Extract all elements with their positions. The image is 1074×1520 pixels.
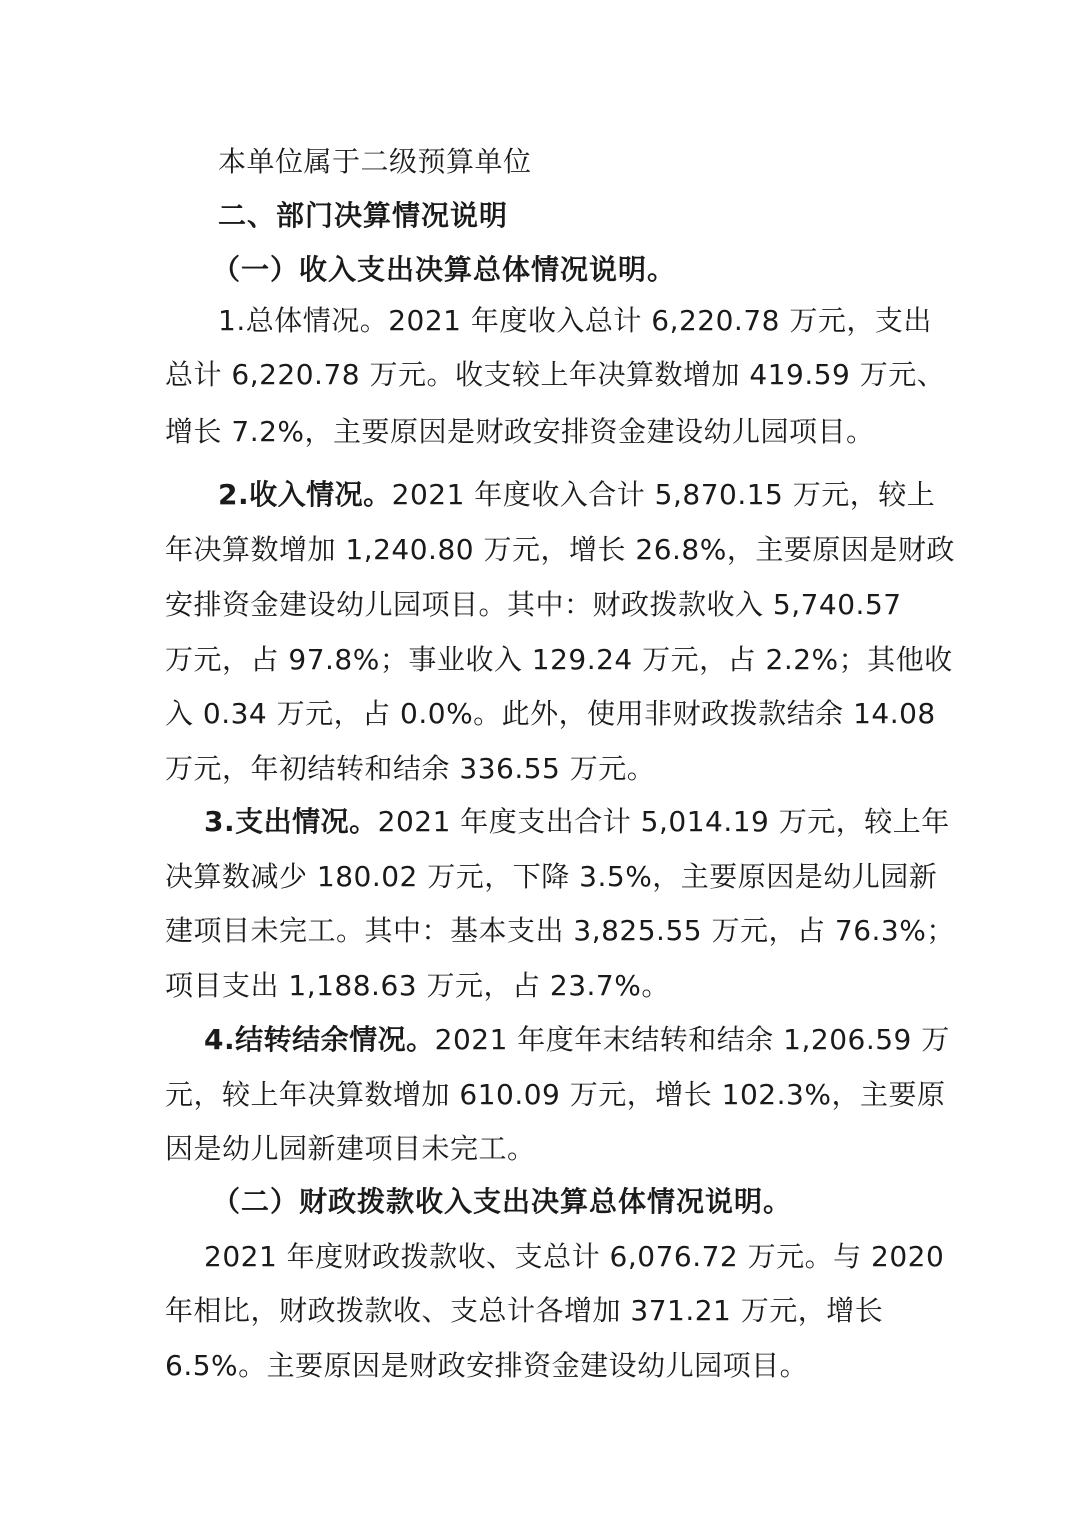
paragraph-line: 项目支出 1,188.63 万元，占 23.7%。 [165, 969, 670, 1002]
unit-level-text: 本单位属于二级预算单位 [218, 145, 532, 178]
paragraph-label: 2.收入情况。 [218, 478, 392, 511]
paragraph-line: 万元，占 97.8%；事业收入 129.24 万元，占 2.2%；其他收 [165, 643, 953, 676]
paragraph-line: 入 0.34 万元，占 0.0%。此外，使用非财政拨款结余 14.08 [165, 697, 936, 730]
paragraph-line: 决算数减少 180.02 万元，下降 3.5%，主要原因是幼儿园新 [165, 860, 938, 893]
paragraph-line: 建项目未完工。其中：基本支出 3,825.55 万元，占 76.3%； [165, 914, 955, 947]
paragraph-line: 增长 7.2%，主要原因是财政安排资金建设幼儿园项目。 [165, 415, 875, 448]
paragraph-line: 4.结转结余情况。2021 年度年末结转和结余 1,206.59 万 [204, 1023, 950, 1056]
section2-title: 二、部门决算情况说明 [218, 199, 509, 232]
sub2-title: （二）财政拨款收入支出决算总体情况说明。 [212, 1185, 793, 1218]
paragraph-line: 元，较上年决算数增加 610.09 万元，增长 102.3%，主要原 [165, 1078, 946, 1111]
paragraph-line: 2.收入情况。2021 年度收入合计 5,870.15 万元，较上 [218, 478, 936, 511]
paragraph-line: 3.支出情况。2021 年度支出合计 5,014.19 万元，较上年 [204, 805, 950, 838]
paragraph-line: 总计 6,220.78 万元。收支较上年决算数增加 419.59 万元、 [165, 358, 946, 391]
paragraph-line: 因是幼儿园新建项目未完工。 [165, 1132, 536, 1165]
paragraph-line: 万元，年初结转和结余 336.55 万元。 [165, 752, 656, 785]
paragraph-line: 6.5%。主要原因是财政安排资金建设幼儿园项目。 [165, 1349, 809, 1382]
sub1-title: （一）收入支出决算总体情况说明。 [212, 253, 677, 286]
paragraph-line: 安排资金建设幼儿园项目。其中：财政拨款收入 5,740.57 [165, 588, 902, 621]
paragraph-label: 4.结转结余情况。 [204, 1023, 435, 1056]
paragraph-line: 1.总体情况。2021 年度收入总计 6,220.78 万元，支出 [218, 304, 932, 337]
paragraph-label: 3.支出情况。 [204, 805, 378, 838]
paragraph-line: 年决算数增加 1,240.80 万元，增长 26.8%，主要原因是财政 [165, 533, 955, 566]
paragraph-line: 2021 年度财政拨款收、支总计 6,076.72 万元。与 2020 [204, 1240, 945, 1273]
paragraph-line: 年相比，财政拨款收、支总计各增加 371.21 万元，增长 [165, 1294, 884, 1327]
